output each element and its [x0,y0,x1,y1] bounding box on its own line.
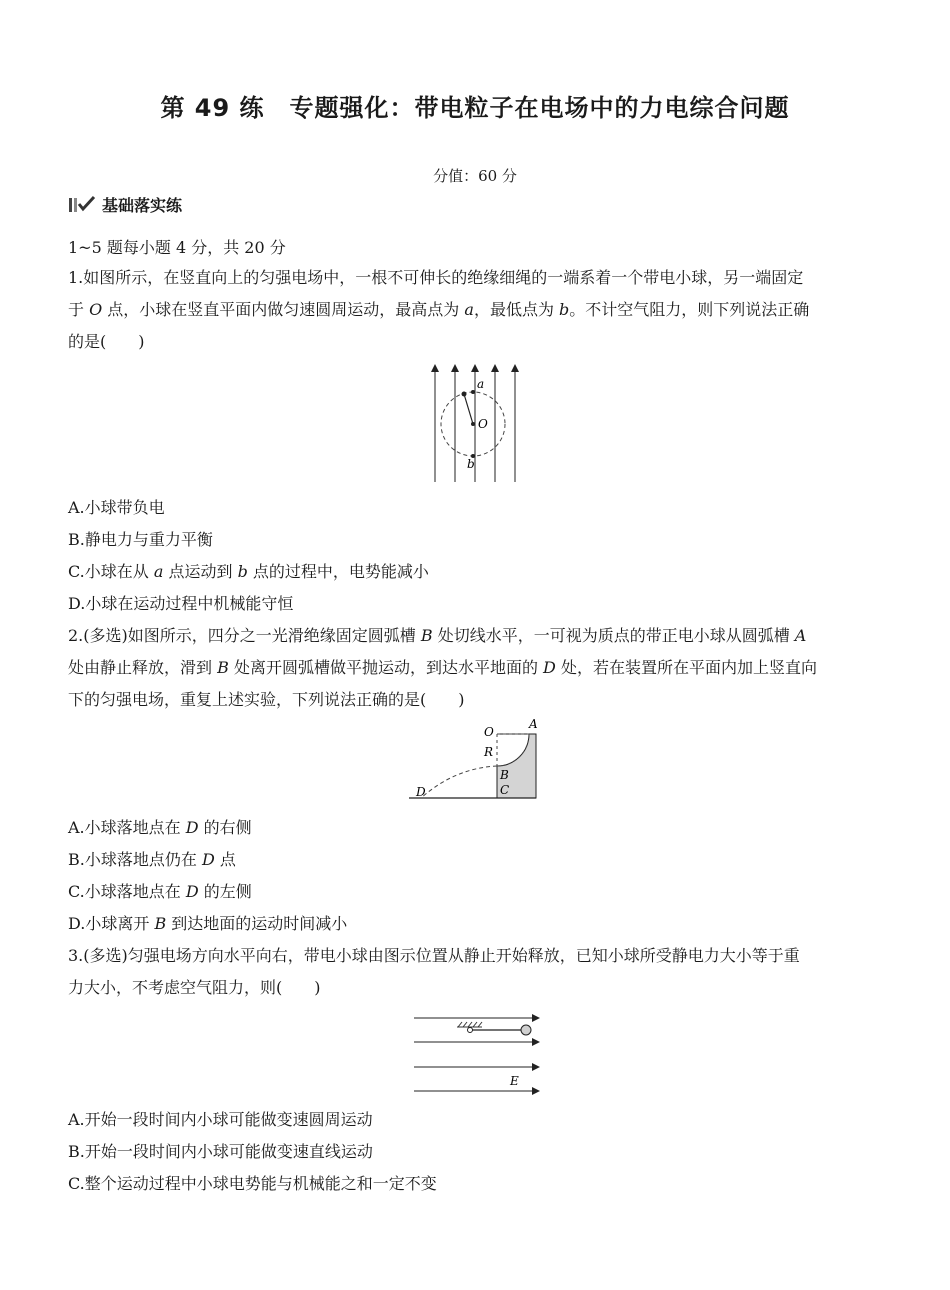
score-text: 分值：60 分 [433,167,517,185]
label-O: O [484,725,494,739]
ball [462,392,467,397]
ball [521,1025,531,1035]
label-a: a [477,377,485,391]
q3-option-c: C.整个运动过程中小球电势能与机械能之和一定不变 [68,1174,437,1193]
section-header [68,193,182,216]
label-C: C [500,783,510,797]
label-b: b [467,457,475,471]
q1-stem-line1: 1.如图所示，在竖直向上的匀强电场中，一根不可伸长的绝缘细绳的一端系着一个带电小球，另一端固定 [68,268,804,287]
q2-option-c: C.小球落地点在 D 的左侧 [68,882,252,901]
q3-option-a: A.开始一段时间内小球可能做变速圆周运动 [68,1110,373,1129]
q2-option-a: A.小球落地点在 D 的右侧 [68,818,252,837]
q1-figure [425,362,525,486]
q2-stem-line2: 处由静止释放，滑到 B 处离开圆弧槽做平抛运动，到达水平地面的 D 处，若在装置所在平面内加上竖直向 [68,658,817,677]
label-O: O [478,417,488,431]
label-E: E [510,1074,519,1088]
label-A: A [529,717,538,731]
field-lines [435,368,515,482]
section-label: 基础落实练 [102,196,183,215]
q1-option-c: C.小球在从 a 点运动到 b 点的过程中，电势能减小 [68,562,429,581]
q1-option-a: A.小球带负电 [68,498,165,517]
score-note: 1~5 题每小题 4 分，共 20 分 [68,238,286,257]
label-R: R [484,745,494,759]
q2-stem-line3: 下的匀强电场，重复上述实验，下列说法正确的是( ) [68,690,465,709]
check-list-icon [68,195,96,215]
q1-option-d: D.小球在运动过程中机械能守恒 [68,594,294,613]
q2-stem-line1: 2.(多选)如图所示，四分之一光滑绝缘固定圆弧槽 B 处切线水平，一可视为质点的带正电小球从圆弧槽 A [68,626,807,645]
string [464,394,473,424]
projectile-path [421,766,497,798]
label-B: B [500,768,509,782]
label-D: D [416,785,426,799]
q2-figure [405,716,545,802]
q3-stem-line1: 3.(多选)匀强电场方向水平向右，带电小球由图示位置从静止开始释放，已知小球所受静电力大小等于重 [68,946,800,965]
q2-option-d: D.小球离开 B 到达地面的运动时间减小 [68,914,348,933]
q3-figure [410,1010,542,1096]
q1-stem-line2: 于 O 点，小球在竖直平面内做匀速圆周运动，最高点为 a，最低点为 b。不计空气阻力，则下列说法正确 [68,300,810,319]
ceiling-hatch [457,1022,482,1027]
q3-option-b: B.开始一段时间内小球可能做变速直线运动 [68,1142,373,1161]
page-title: 第 49 练 专题强化：带电粒子在电场中的力电综合问题 [160,94,790,122]
q3-stem-line2: 力大小，不考虑空气阻力，则( ) [68,978,321,997]
q2-option-b: B.小球落地点仍在 D 点 [68,850,236,869]
q1-option-b: B.静电力与重力平衡 [68,530,213,549]
q1-stem-line3: 的是( ) [68,332,145,351]
pivot [468,1028,473,1033]
